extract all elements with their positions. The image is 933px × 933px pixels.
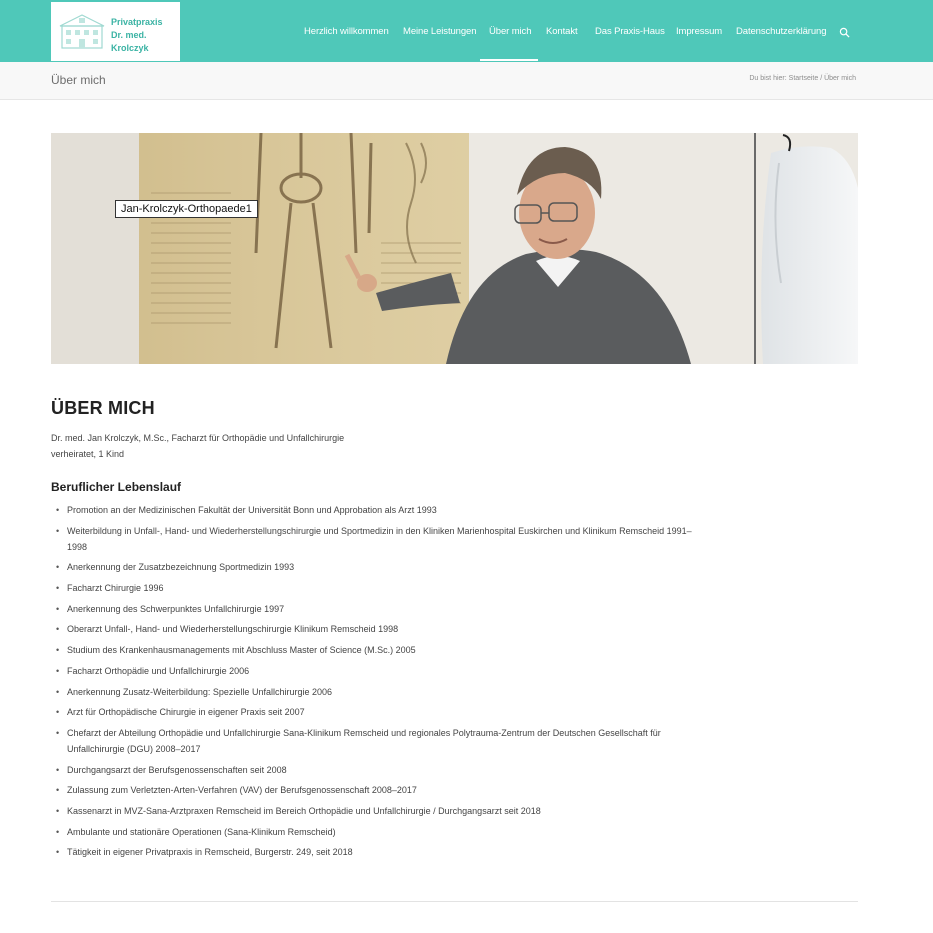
cv-list-item: • Tätigkeit in eigener Privatpraxis in Remscheid, Burgerstr. 249, seit 2018 <box>56 844 696 860</box>
cv-list-item: • Durchgangsarzt der Berufsgenossenschaften seit 2008 <box>56 762 696 778</box>
logo-line-2: Dr. med. Krolczyk <box>111 30 149 53</box>
cv-list-item: • Studium des Krankenhausmanagements mit Abschluss Master of Science (M.Sc.) 2005 <box>56 642 696 658</box>
intro-line-1: Dr. med. Jan Krolczyk, M.Sc., Facharzt für Orthopädie und Unfallchirurgie <box>51 433 345 443</box>
cv-list-item: • Anerkennung des Schwerpunktes Unfallchirurgie 1997 <box>56 601 696 617</box>
cv-list-item: • Facharzt Orthopädie und Unfallchirurgie 2006 <box>56 663 696 679</box>
breadcrumb-current: Über mich <box>824 75 856 82</box>
logo-line-1: Privatpraxis <box>111 17 163 27</box>
breadcrumb <box>749 75 856 82</box>
hero-image <box>51 133 858 364</box>
cv-heading: Beruflicher Lebenslauf <box>51 480 182 494</box>
active-nav-indicator <box>480 59 538 61</box>
cv-list-item: • Anerkennung der Zusatzbezeichnung Sportmedizin 1993 <box>56 559 696 575</box>
logo-text <box>111 16 180 55</box>
image-caption-tooltip: Jan-Krolczyk-Orthopaede1 <box>115 200 258 218</box>
breadcrumb-prefix: Du bist hier: <box>749 75 787 82</box>
nav-item-impressum[interactable]: Impressum <box>676 26 723 37</box>
breadcrumb-separator: / <box>820 75 823 82</box>
page-heading: ÜBER MICH <box>51 398 155 418</box>
page-title-bar <box>0 62 933 100</box>
cv-list-item: • Zulassung zum Verletzten-Arten-Verfahren (VAV) der Berufsgenossenschaft 2008–2017 <box>56 782 696 798</box>
intro-text <box>51 430 344 462</box>
content-divider <box>51 901 858 902</box>
hero-illustration <box>51 133 858 364</box>
cv-list-item: • Oberarzt Unfall-, Hand- und Wiederherstellungschirurgie Klinikum Remscheid 1998 <box>56 621 696 637</box>
cv-list-item: • Ambulante und stationäre Operationen (Sana-Klinikum Remscheid) <box>56 824 696 840</box>
cv-list-item: • Promotion an der Medizinischen Fakultät der Universität Bonn und Approbation als Arzt 1993 <box>56 502 696 518</box>
cv-list-item: • Chefarzt der Abteilung Orthopädie und Unfallchirurgie Sana-Klinikum Remscheid und regionales Polytrauma-Zentrum der Deutschen Gesellschaft für Unfallchirurgie (DGU) 2008–2017 <box>56 725 696 757</box>
cv-list-item: • Anerkennung Zusatz-Weiterbildung: Spezielle Unfallchirurgie 2006 <box>56 684 696 700</box>
site-header <box>0 0 933 62</box>
nav-item-über-mich[interactable]: Über mich <box>489 26 532 37</box>
breadcrumb-home-link[interactable]: Startseite <box>788 75 819 82</box>
nav-item-meine-leistungen[interactable]: Meine Leistungen <box>403 26 477 37</box>
page-title: Über mich <box>51 73 106 87</box>
cv-list <box>56 502 696 865</box>
cv-list-item: • Kassenarzt in MVZ-Sana-Arztpraxen Remscheid im Bereich Orthopädie und Unfallchirurgie / Durchgangsarzt seit 2018 <box>56 803 696 819</box>
site-logo[interactable] <box>51 2 180 61</box>
house-logo-icon <box>57 12 107 52</box>
nav-item-kontakt[interactable]: Kontakt <box>546 26 578 37</box>
nav-item-das-praxis-haus[interactable]: Das Praxis-Haus <box>595 26 665 37</box>
cv-list-item: • Arzt für Orthopädische Chirurgie in eigener Praxis seit 2007 <box>56 704 696 720</box>
search-icon[interactable] <box>839 27 850 38</box>
nav-item-herzlich-willkommen[interactable]: Herzlich willkommen <box>304 26 389 37</box>
nav-item-datenschutzerklärung[interactable]: Datenschutzerklärung <box>736 26 827 37</box>
cv-list-item: • Facharzt Chirurgie 1996 <box>56 580 696 596</box>
cv-list-item: • Weiterbildung in Unfall-, Hand- und Wiederherstellungschirurgie und Sportmedizin in den Kliniken Marienhospital Euskirchen und Klinikum Remscheid 1991–1998 <box>56 523 696 555</box>
intro-line-2: verheiratet, 1 Kind <box>51 449 125 459</box>
